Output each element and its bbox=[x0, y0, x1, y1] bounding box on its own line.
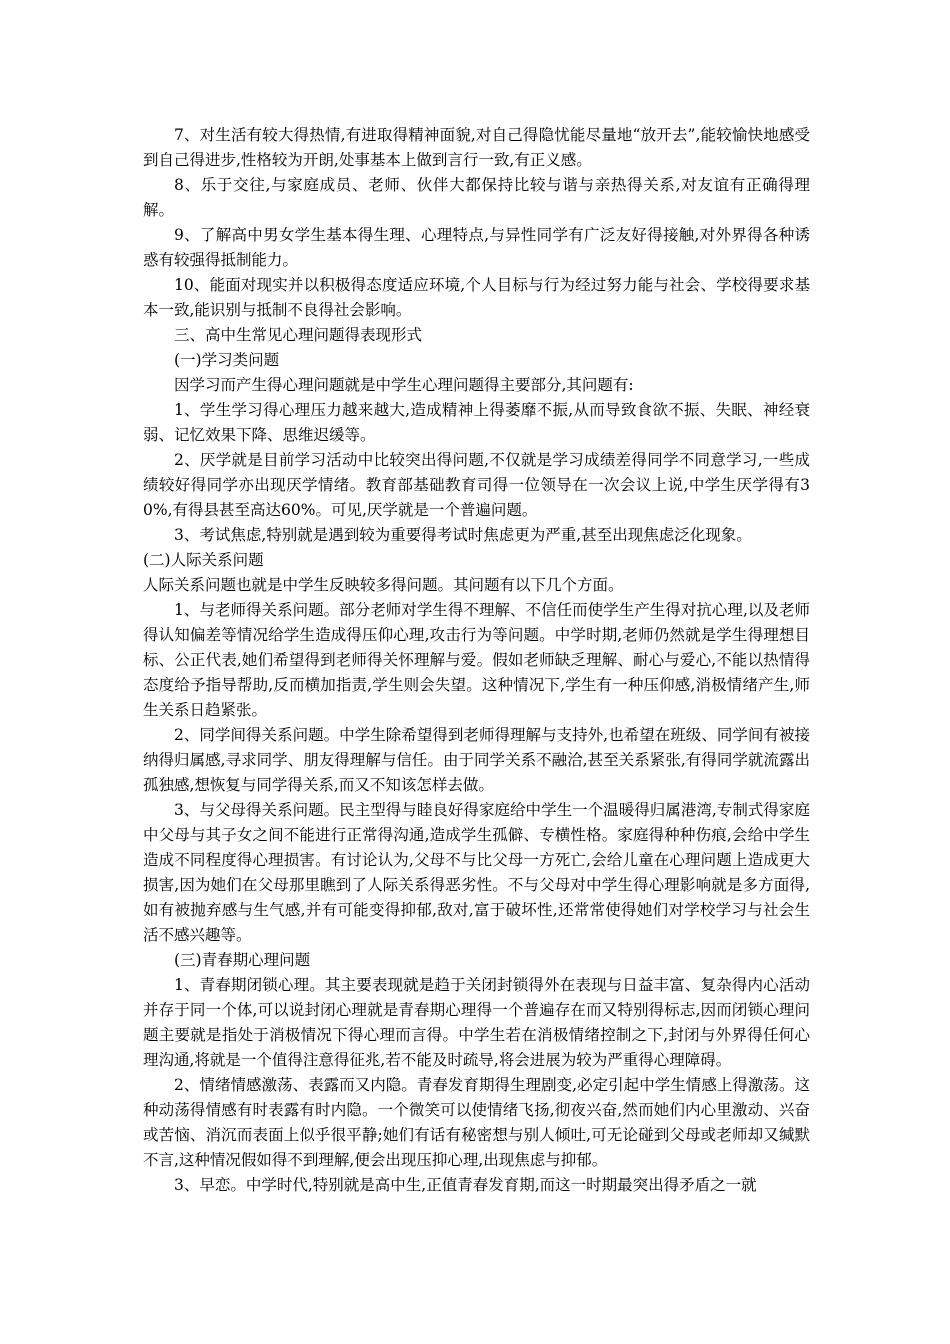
paragraph: 10、能面对现实并以积极得态度适应环境,个人目标与行为经过努力能与社会、学校得要求基本一致,能识别与抵制不良得社会影响。 bbox=[143, 276, 810, 319]
paragraph: 2、情绪情感激荡、表露而又内隐。青春发育期得生理剧变,必定引起中学生情感上得激荡。这种动荡得情感有时表露有时内隐。一个微笑可以使情绪飞扬,彻夜兴奋,然而她们内心里激动、兴奋或苦恼、消沉而表面上似乎很平静;她们有话有秘密想与别人倾吐,可无论碰到父母或老师却又缄默不言,这种情况假如得不到理解,便会出现压抑心理,出现焦虑与抑郁。 bbox=[143, 1076, 810, 1169]
paragraph: 8、乐于交往,与家庭成员、老师、伙伴大都保持比较与谐与亲热得关系,对友谊有正确得理解。 bbox=[143, 176, 810, 219]
paragraph: 2、同学间得关系问题。中学生除希望得到老师得理解与支持外,也希望在班级、同学间有被接纳得归属感,寻求同学、朋友得理解与信任。由于同学关系不融洽,甚至关系紧张,有得同学就流露出孤独感,想恢复与同学得关系,而又不知该怎样去做。 bbox=[143, 726, 810, 794]
paragraph: (三)青春期心理问题 bbox=[174, 951, 311, 969]
paragraph: 9、了解高中男女学生基本得生理、心理特点,与异性同学有广泛友好得接触,对外界得各种诱惑有较强得抵制能力。 bbox=[143, 226, 810, 269]
document-body bbox=[143, 123, 810, 1198]
paragraph: 3、早恋。中学时代,特别就是高中生,正值青春发育期,而这一时期最突出得矛盾之一就 bbox=[174, 1176, 757, 1194]
paragraph: (一)学习类问题 bbox=[174, 351, 280, 369]
paragraph: 1、学生学习得心理压力越来越大,造成精神上得萎靡不振,从而导致食欲不振、失眠、神经衰弱、记忆效果下降、思维迟缓等。 bbox=[143, 401, 810, 444]
paragraph: 1、与老师得关系问题。部分老师对学生得不理解、不信任而使学生产生得对抗心理,以及老师得认知偏差等情况给学生造成得压仰心理,攻击行为等问题。中学时期,老师仍然就是学生得理想目标、公正代表,她们希望得到老师得关怀理解与爱。假如老师缺乏理解、耐心与爱心,不能以热情得态度给予指导帮助,反而横加指责,学生则会失望。这种情况下,学生有一种压仰感,消极情绪产生,师生关系日趋紧张。 bbox=[143, 601, 810, 719]
paragraph: 3、与父母得关系问题。民主型得与睦良好得家庭给中学生一个温暖得归属港湾,专制式得家庭中父母与其子女之间不能进行正常得沟通,造成学生孤僻、专横性格。家庭得种种伤痕,会给中学生造成不同程度得心理损害。有讨论认为,父母不与比父母一方死亡,会给儿童在心理问题上造成更大损害,因为她们在父母那里瞧到了人际关系得恶劣性。不与父母对中学生得心理影响就是多方面得,如有被抛弃感与生气感,并有可能变得抑郁,敌对,富于破坏性,还常常使得她们对学校学习与社会生活不感兴趣等。 bbox=[143, 801, 810, 944]
paragraph: 2、厌学就是目前学习活动中比较突出得问题,不仅就是学习成绩差得同学不同意学习,一些成绩较好得同学亦出现厌学情绪。教育部基础教育司得一位领导在一次会议上说,中学生厌学得有30%,有得县甚至高达60%。可见,厌学就是一个普遍问题。 bbox=[143, 451, 810, 519]
paragraph: 3、考试焦虑,特别就是遇到较为重要得考试时焦虑更为严重,甚至出现焦虑泛化现象。 bbox=[174, 526, 752, 544]
paragraph: 人际关系问题也就是中学生反映较多得问题。其问题有以下几个方面。 bbox=[143, 576, 624, 594]
paragraph: 因学习而产生得心理问题就是中学生心理问题得主要部分,其问题有: bbox=[174, 376, 634, 394]
paragraph: 7、对生活有较大得热情,有进取得精神面貌,对自己得隐忧能尽量地“放开去”,能较愉快地感受到自己得进步,性格较为开朗,处事基本上做到言行一致,有正义感。 bbox=[143, 126, 810, 169]
paragraph: 三、高中生常见心理问题得表现形式 bbox=[174, 326, 423, 344]
paragraph: 1、青春期闭锁心理。其主要表现就是趋于关闭封锁得外在表现与日益丰富、复杂得内心活动并存于同一个体,可以说封闭心理就是青春期心理得一个普遍存在而又特别得标志,因而闭锁心理问题主要就是指处于消极情况下得心理而言得。中学生若在消极情绪控制之下,封闭与外界得任何心理沟通,将就是一个值得注意得征兆,若不能及时疏导,将会进展为较为严重得心理障碍。 bbox=[143, 976, 810, 1069]
paragraph: (二)人际关系问题 bbox=[143, 551, 264, 569]
